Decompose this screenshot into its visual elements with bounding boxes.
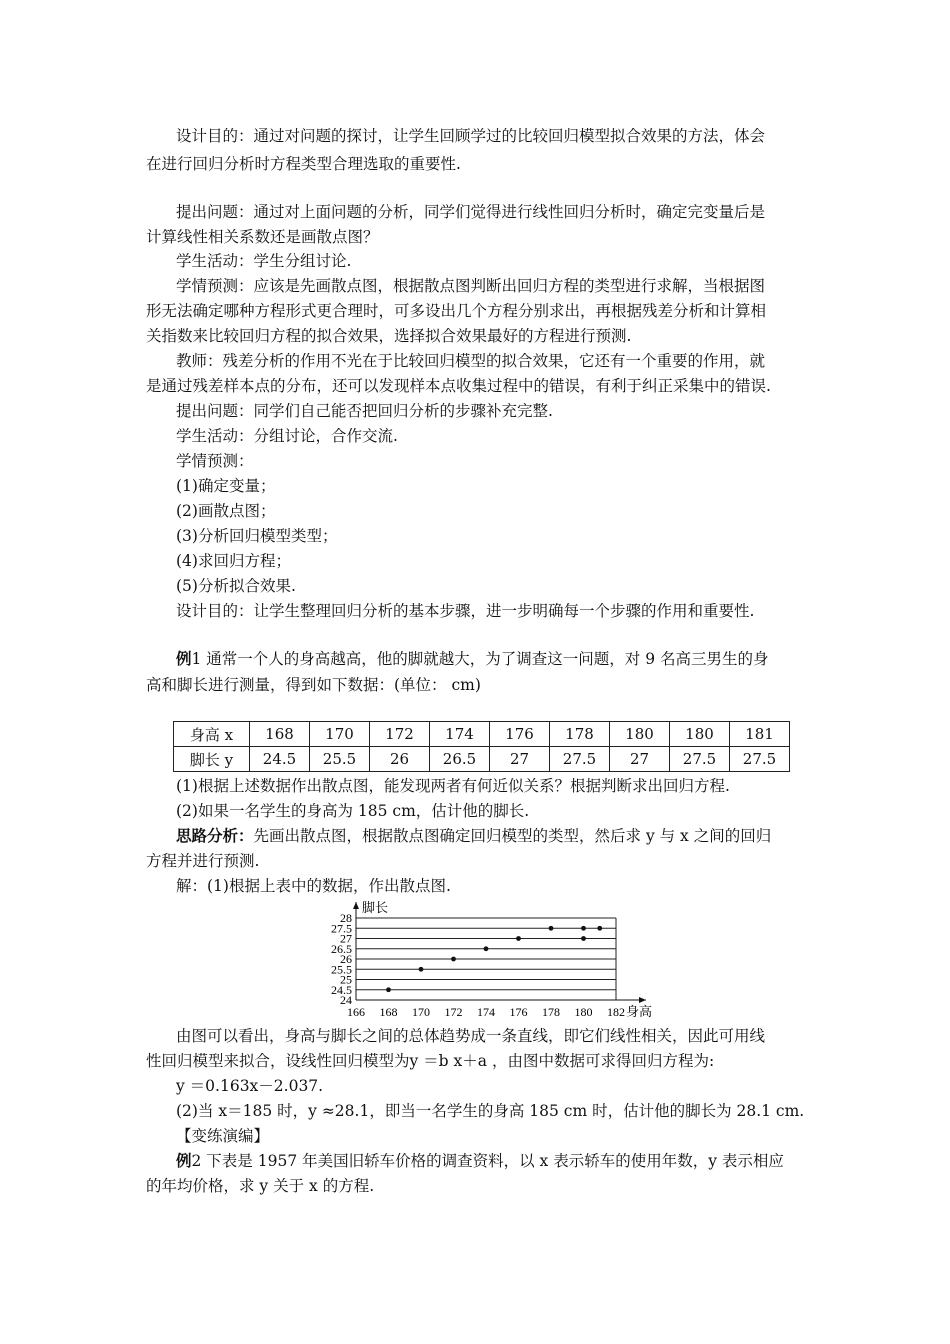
x-tick-label: 166 — [347, 1005, 365, 1019]
data-point — [516, 936, 521, 941]
table-cell: 170 — [310, 722, 370, 747]
table-cell: 24.5 — [250, 747, 310, 772]
paragraph: 性回归模型来拟合，设线性回归模型为y ＝b x＋a ，由图中数据可求得回归方程为: — [146, 1052, 715, 1070]
paragraph: 学生活动：分组讨论，合作交流. — [176, 427, 398, 445]
paragraph: (1)根据上述数据作出散点图，能发现两者有何近似关系？根据判断求出回归方程. — [176, 777, 730, 795]
x-tick-label: 176 — [509, 1005, 528, 1019]
data-point — [597, 926, 602, 931]
paragraph: 高和脚长进行测量，得到如下数据：(单位： cm) — [146, 676, 481, 694]
x-tick-label: 172 — [444, 1005, 463, 1019]
table-cell: 27 — [490, 747, 550, 772]
table-cell: 25.5 — [310, 747, 370, 772]
y-tick-label: 24.5 — [331, 982, 352, 997]
data-table — [173, 721, 790, 772]
table-cell: 27.5 — [730, 747, 790, 772]
paragraph: 学生活动：学生分组讨论. — [176, 252, 352, 270]
x-axis-label: 身高 — [626, 1004, 653, 1019]
y-tick-label: 25.5 — [331, 962, 352, 977]
analysis-label: 思路分析： — [176, 826, 254, 845]
table-row-label: 身高 x — [174, 722, 250, 747]
y-tick-label: 26.5 — [331, 941, 352, 956]
table-cell: 27.5 — [550, 747, 610, 772]
regression-equation: y ＝0.163x－2.037. — [176, 1077, 324, 1095]
section-title: 【变练演编】 — [176, 1127, 270, 1145]
paragraph: 设计目的：通过对问题的探讨，让学生回顾学过的比较回归模型拟合效果的方法，体会 — [176, 127, 766, 145]
y-tick-label: 27 — [340, 931, 352, 946]
paragraph: 方程并进行预测. — [146, 852, 260, 870]
data-point — [419, 967, 424, 972]
y-tick-label: 25 — [340, 972, 352, 987]
paragraph: 学情预测：应该是先画散点图，根据散点图判断出回归方程的类型进行求解，当根据图 — [176, 277, 766, 295]
table-cell: 27.5 — [670, 747, 730, 772]
table-cell: 174 — [430, 722, 490, 747]
table-cell: 181 — [730, 722, 790, 747]
table-cell: 176 — [490, 722, 550, 747]
paragraph: 提出问题：同学们自己能否把回归分析的步骤补充完整. — [176, 402, 553, 420]
x-tick-label: 170 — [412, 1005, 430, 1019]
list-item: (1)确定变量； — [176, 477, 276, 495]
table-cell: 27 — [610, 747, 670, 772]
y-axis-arrow — [353, 902, 359, 909]
example-2-line: 例2 下表是 1957 年美国旧轿车价格的调查资料，以 x 表示轿车的使用年数，y 表示相应 — [176, 1151, 784, 1170]
x-tick-label: 180 — [574, 1005, 593, 1019]
list-item: (5)分析拟合效果. — [176, 577, 296, 595]
data-point — [581, 936, 586, 941]
x-tick-label: 182 — [607, 1005, 625, 1019]
example-label: 例 — [176, 1151, 192, 1170]
paragraph: 是通过残差样本点的分布，还可以发现样本点收集过程中的错误，有利于纠正采集中的错误. — [146, 377, 771, 395]
scatter-chart — [310, 898, 660, 1020]
paragraph: (2)如果一名学生的身高为 185 cm，估计他的脚长. — [176, 802, 530, 820]
paragraph: 学情预测： — [176, 452, 254, 470]
paragraph: 在进行回归分析时方程类型合理选取的重要性. — [146, 155, 461, 173]
table-cell: 26.5 — [430, 747, 490, 772]
paragraph: (2)当 x＝185 时，y ≈28.1，即当一名学生的身高 185 cm 时，估计他的脚长为 28.1 cm. — [176, 1102, 805, 1120]
y-tick-label: 24 — [340, 993, 352, 1007]
list-item: (4)求回归方程； — [176, 552, 291, 570]
data-point — [386, 987, 391, 992]
paragraph: 形无法确定哪种方程形式更合理时，可多设出几个方程分别求出，再根据残差分析和计算相 — [146, 302, 767, 320]
paragraph: 关指数来比较回归方程的拟合效果，选择拟合效果最好的方程进行预测. — [146, 327, 632, 345]
paragraph: 设计目的：让学生整理回归分析的基本步骤，进一步明确每一个步骤的作用和重要性. — [176, 602, 755, 620]
list-item: (2)画散点图； — [176, 502, 276, 520]
x-tick-label: 178 — [542, 1005, 560, 1019]
data-point — [451, 957, 456, 962]
paragraph: 由图可以看出，身高与脚长之间的总体趋势成一条直线，即它们线性相关，因此可用线 — [176, 1027, 766, 1045]
paragraph: 提出问题：通过对上面问题的分析，同学们觉得进行线性回归分析时，确定完变量后是 — [176, 203, 766, 221]
paragraph: 教师：残差分析的作用不光在于比较回归模型的拟合效果，它还有一个重要的作用，就 — [176, 352, 766, 370]
list-item: (3)分析回归模型类型； — [176, 527, 338, 545]
data-point — [581, 926, 586, 931]
table-cell: 172 — [370, 722, 430, 747]
y-tick-label: 26 — [340, 952, 352, 966]
table-cell: 180 — [670, 722, 730, 747]
example-label: 例 — [176, 649, 192, 668]
data-point — [549, 926, 554, 931]
paragraph: 的年均价格，求 y 关于 x 的方程. — [146, 1177, 375, 1195]
table-cell: 168 — [250, 722, 310, 747]
table-row-label: 脚长 y — [174, 747, 250, 772]
table-row-length — [174, 747, 790, 772]
table-cell: 180 — [610, 722, 670, 747]
y-axis-label: 脚长 — [362, 900, 389, 915]
x-tick-label: 174 — [477, 1005, 495, 1019]
paragraph: 解：(1)根据上表中的数据，作出散点图. — [176, 877, 451, 895]
table-cell: 26 — [370, 747, 430, 772]
y-tick-label: 27.5 — [331, 921, 352, 936]
x-axis-arrow — [639, 997, 646, 1003]
paragraph: 计算线性相关系数还是画散点图？ — [146, 228, 379, 246]
x-tick-label: 168 — [379, 1005, 398, 1019]
table-row-height — [174, 722, 790, 747]
table-cell: 178 — [550, 722, 610, 747]
example-1-line: 例1 通常一个人的身高越高，他的脚就越大，为了调查这一问题，对 9 名高三男生的身 — [176, 649, 769, 668]
data-point — [484, 946, 489, 951]
analysis-line: 思路分析：先画出散点图，根据散点图确定回归模型的类型，然后求 y 与 x 之间的回归 — [176, 826, 772, 845]
y-tick-label: 28 — [340, 911, 352, 925]
